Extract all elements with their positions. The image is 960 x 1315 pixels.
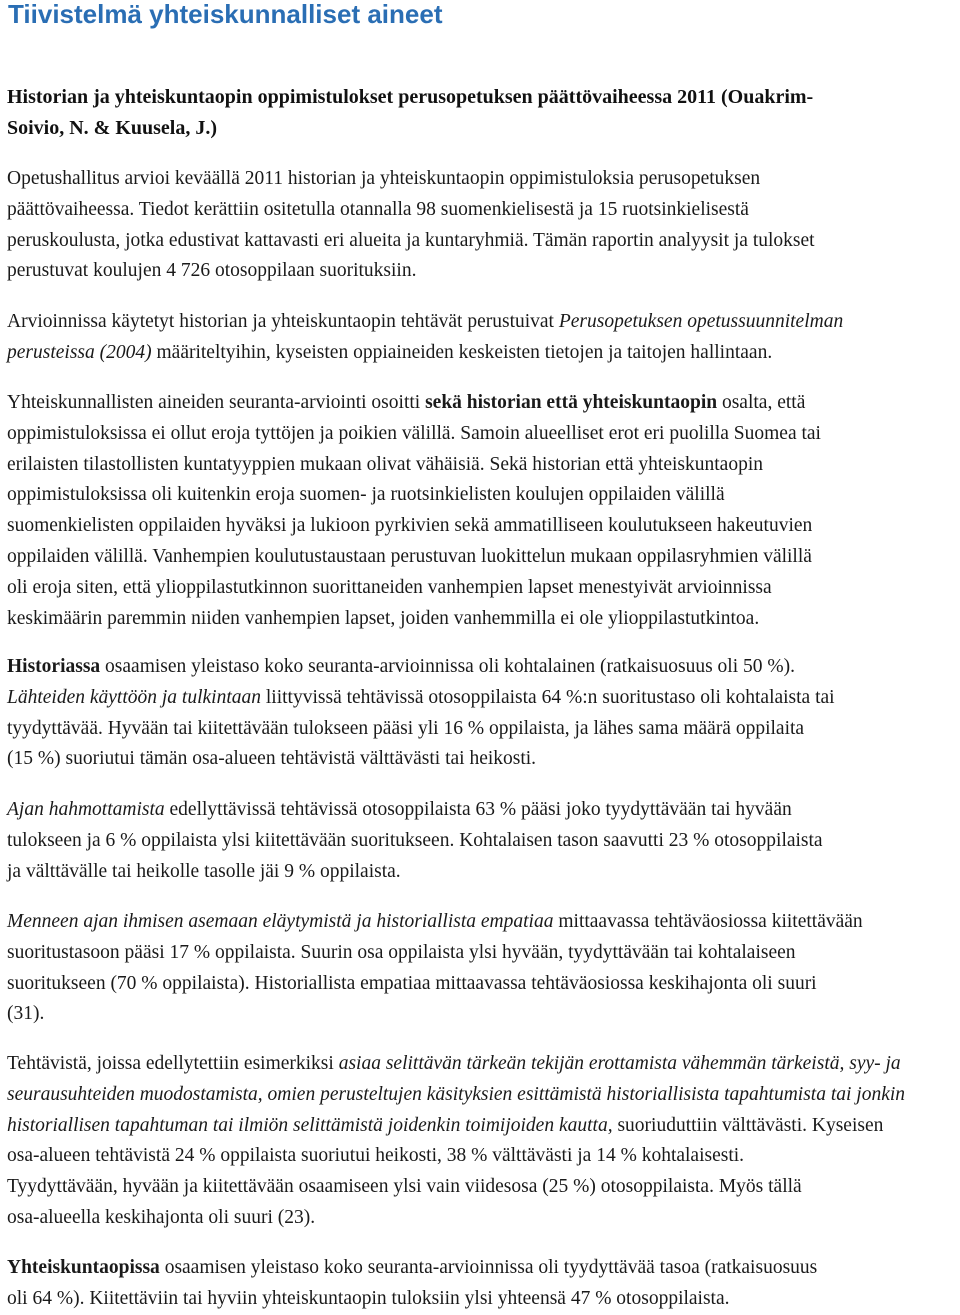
text-line: oli 64 %). Kiitettäviin tai hyviin yhteiskuntaopin tuloksiin ylsi yhteensä 47 % otosoppilaista.	[7, 1287, 730, 1309]
italic-run: historiallisen tapahtuman tai ilmiön selittämistä joidenkin toimijoiden kautta,	[7, 1114, 613, 1136]
text-line	[7, 338, 955, 369]
text-line: suoritukseen (70 % oppilaista). Historiallista empatiaa mittaavassa tehtäväosiossa keskihajonta oli suuri	[7, 972, 817, 994]
text-line: (31).	[7, 1003, 45, 1025]
text-line: suomenkielisten oppilaiden hyväksi ja lukioon pyrkivien sekä ammatilliseen koulutukseen hakeutuvien	[7, 515, 813, 537]
bold-run: Historiassa	[7, 656, 101, 677]
paragraph-empathy	[7, 907, 955, 1030]
text-line: erilaisten tilastollisten kuntatyyppien mukaan olivat vähäisiä. Sekä historian että yhteiskuntaopin	[7, 453, 763, 475]
report-heading	[7, 82, 955, 144]
text-line	[7, 907, 955, 938]
text-run: Tehtävistä, joissa edellytettiin esimerkiksi	[7, 1053, 339, 1074]
text-line: päättövaiheessa. Tiedot kerättiin ositetulla otannalla 98 suomenkielisestä ja 15 ruotsinkielisestä	[7, 198, 749, 220]
text-run: Arvioinnissa käytetyt historian ja yhteiskuntaopin tehtävät perustuivat	[7, 311, 559, 332]
paragraph-history	[7, 652, 955, 775]
text-run: edellyttävissä tehtävissä otosoppilaista 63 % pääsi joko tyydyttävään tai hyvään	[164, 799, 792, 820]
text-line	[7, 1111, 955, 1142]
paragraph-time-perception	[7, 795, 955, 887]
italic-run: asiaa selittävän tärkeän tekijän erottamista vähemmän tärkeistä, syy- ja	[338, 1053, 901, 1074]
text-line	[7, 307, 955, 338]
text-line: ja välttävälle tai heikolle tasolle jäi 9 % oppilaista.	[7, 860, 401, 882]
text-run: mittaavassa tehtäväosiossa kiitettävään	[553, 911, 863, 932]
text-line: osa-alueella keskihajonta oli suuri (23).	[7, 1206, 316, 1228]
italic-run: Menneen ajan ihmisen asemaan eläytymistä ja historiallista empatiaa	[7, 911, 554, 932]
text-line	[7, 388, 955, 419]
bold-run: Yhteiskuntaopissa	[7, 1257, 160, 1278]
text-line: osa-alueen tehtävistä 24 % oppilaista suoriutui heikosti, 38 % välttävästi ja 14 % kohtalaisesti.	[7, 1145, 745, 1167]
text-line: tyydyttävää. Hyvään tai kiitettävään tulokseen pääsi yli 16 % oppilaista, ja lähes sama määrä oppilaita	[7, 717, 805, 739]
text-run: osaamisen yleistaso koko seuranta-arvioinnissa oli tyydyttävää tasoa (ratkaisuosuus	[159, 1257, 818, 1278]
bold-run: sekä historian että yhteiskuntaopin	[425, 392, 718, 413]
text-run: Yhteiskunnallisten aineiden seuranta-arviointi osoitti	[7, 392, 426, 413]
text-line: oli eroja siten, että ylioppilastutkinnon suorittaneiden vanhempien lapset menestyivät arvioinnissa	[7, 576, 772, 598]
text-line	[7, 1049, 955, 1080]
text-line: Opetushallitus arvioi keväällä 2011 historian ja yhteiskuntaopin oppimistuloksia perusopetuksen	[7, 168, 761, 189]
text-line: perustuvat koulujen 4 726 otosoppilaan suorituksiin.	[7, 260, 417, 282]
document-title: Tiivistelmä yhteiskunnalliset aineet	[8, 0, 443, 29]
text-line: tulokseen ja 6 % oppilaista ylsi kiitettävään suoritukseen. Kohtalaisen tason saavutti 23 % otosoppilaista	[7, 829, 823, 851]
italic-run: Lähteiden käyttöön ja tulkintaan	[7, 686, 262, 708]
text-run: osaamisen yleistaso koko seuranta-arvioinnissa oli kohtalainen (ratkaisuosuus oli 50 %).	[100, 656, 795, 677]
paragraph-findings	[7, 388, 955, 634]
text-line	[7, 652, 955, 683]
heading-line: Historian ja yhteiskuntaopin oppimistulokset perusopetuksen päättövaiheessa 2011 (Ouakrim-	[7, 86, 814, 108]
text-line: keskimäärin paremmin niiden vanhempien lapset, joiden vanhemmilla ei ole ylioppilastutkintoa.	[7, 607, 760, 629]
paragraph-explanation	[7, 1049, 955, 1234]
paragraph-curriculum	[7, 307, 955, 369]
text-line: peruskoulusta, jotka edustivat kattavasti eri alueita ja kuntaryhmiä. Tämän raportin analyysit ja tulokset	[7, 229, 815, 251]
paragraph-intro	[7, 164, 955, 287]
italic-run: perusteissa (2004)	[7, 341, 152, 363]
text-line: seurausuhteiden muodostamista, omien perusteltujen käsityksien esittämistä historiallisista tapahtumista tai jonkin	[7, 1083, 906, 1105]
text-line: oppilaiden välillä. Vanhempien koulutustaustaan perustuvan luokittelun mukaan oppilasryhmien välillä	[7, 545, 812, 567]
text-run: määriteltyihin, kyseisten oppiaineiden keskeisten tietojen ja taitojen hallintaan.	[151, 341, 773, 363]
text-line	[7, 683, 955, 714]
text-line: Tyydyttävään, hyvään ja kiitettävään osaamiseen ylsi vain viidesosa (25 %) otosoppilaista. Myös tällä	[7, 1176, 802, 1198]
text-line	[7, 795, 955, 826]
text-run: suoriuduttiin välttävästi. Kyseisen	[612, 1114, 884, 1136]
text-line	[7, 1253, 955, 1284]
heading-line: Soivio, N. & Kuusela, J.)	[7, 116, 218, 139]
text-line: suoritustasoon pääsi 17 % oppilaista. Suurin osa oppilaista ylsi hyvään, tyydyttävään tai kohtalaiseen	[7, 941, 796, 963]
text-line: oppimistuloksissa oli kuitenkin eroja suomen- ja ruotsinkielisten koulujen oppilaiden välillä	[7, 484, 725, 506]
paragraph-civics	[7, 1253, 955, 1315]
text-run: liittyvissä tehtävissä otosoppilaista 64 %:n suoritustaso oli kohtalaista tai	[261, 686, 835, 708]
text-line: (15 %) suoriutui tämän osa-alueen tehtävistä välttävästi tai heikosti.	[7, 748, 537, 770]
text-run: osalta, että	[717, 392, 806, 413]
italic-run: Perusopetuksen opetussuunnitelman	[558, 311, 844, 332]
italic-run: Ajan hahmottamista	[7, 799, 165, 820]
text-line: oppimistuloksissa ei ollut eroja tyttöjen ja poikien välillä. Samoin alueelliset erot eri puolilla Suomea tai	[7, 422, 821, 444]
